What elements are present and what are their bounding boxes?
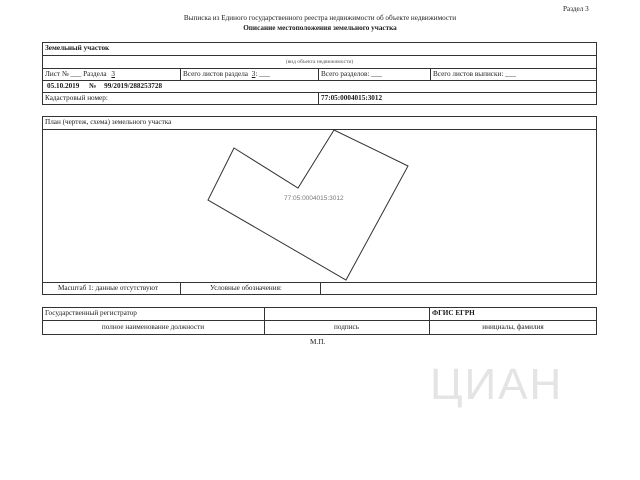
watermark: ЦИАН <box>430 360 564 409</box>
signature-caption: подпись <box>333 323 360 331</box>
document-title: Выписка из Единого государственного реестра недвижимости об объекте недвижимости <box>183 14 457 22</box>
date-number-row <box>47 83 162 90</box>
object-kind-hint: (вид объекта недвижимости) <box>285 59 354 65</box>
scale-text: Масштаб 1: данные отсутствуют <box>58 284 159 292</box>
registrar-label: Государственный регистратор <box>45 309 137 317</box>
parcel-plan <box>42 130 597 282</box>
section-tag: Раздел 3 <box>563 5 589 13</box>
number-sign: № <box>89 82 97 90</box>
parcel-outline <box>208 130 408 280</box>
total-section-suffix: : ___ <box>255 70 270 78</box>
document-subtitle: Описание местоположения земельного участка <box>243 24 397 32</box>
stamp-label: М.П. <box>310 338 326 346</box>
name-caption: инициалы, фамилия <box>482 323 544 331</box>
sheet-number <box>45 71 115 78</box>
total-sections: Всего разделов: ___ <box>321 70 382 78</box>
position-caption: полное наименование должности <box>101 323 205 331</box>
total-section-value: 3 <box>251 70 256 78</box>
legend-text: Условные обозначения: <box>210 284 282 292</box>
total-section-label: Всего листов раздела <box>183 70 248 78</box>
parcel-label: 77:05:0004015:3012 <box>284 195 344 202</box>
section-number: 3 <box>111 70 115 78</box>
sheet-number-label: Лист № ___ Раздела <box>45 70 107 78</box>
registry-org: ФГИС ЕГРН <box>432 309 475 317</box>
total-extract-sheets: Всего листов выписки: ___ <box>433 70 516 78</box>
object-kind: Земельный участок <box>45 44 110 52</box>
total-section-sheets <box>183 71 270 78</box>
cadastral-label: Кадастровый номер: <box>45 94 108 102</box>
cadastral-number: 77:05:0004015:3012 <box>321 94 383 102</box>
plan-title: План (чертеж, схема) земельного участка <box>45 118 172 126</box>
issue-date: 05.10.2019 <box>47 82 80 90</box>
extract-number: 99/2019/288253728 <box>104 82 163 90</box>
